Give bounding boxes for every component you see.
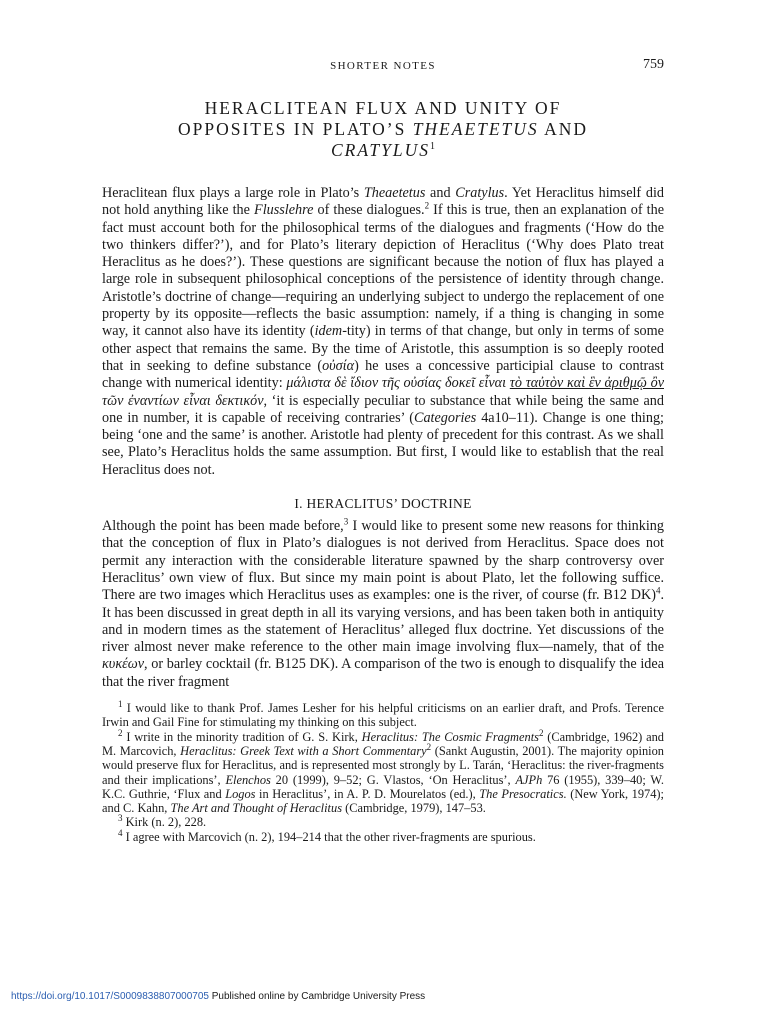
running-head [102, 56, 664, 76]
footnote-text: I agree with Marcovich (n. 2), 194–214 that the other river-fragments are spurious. [122, 829, 536, 844]
text-run: ) he uses a concessive participial clause to contrast change with numerical identity: [102, 357, 664, 392]
footer [11, 991, 425, 1002]
footnote-3 [102, 815, 664, 829]
footnotes [102, 698, 665, 844]
footnote-text: 76 (1955), 339–40; W. K.C. Guthrie, ‘Flux and [102, 772, 665, 801]
paragraph-2 [102, 518, 664, 691]
italic-run: Flusslehre [254, 202, 314, 219]
italic-run: The Art and Thought of Heraclitus [170, 801, 343, 816]
page [102, 56, 664, 844]
paragraph-1 [102, 185, 664, 479]
footnote-text: (Sankt Augustin, 2001). The majority opinion would preserve flux for Heraclitus, and is represented most strongly by L. Tarán, ‘Heraclitus: the river-fragments and their implications’, [102, 743, 664, 787]
footnote-text: in Heraclitus’, in A. P. D. Mourelatos (ed.), [255, 786, 480, 801]
footnote-number: 3 [118, 813, 123, 824]
italic-run: idem [314, 323, 343, 340]
footnote-text: I write in the minority tradition of G. S. Kirk, [122, 729, 362, 744]
doi-link[interactable]: https://doi.org/10.1017/S0009838807000705 [11, 991, 209, 1002]
text-run: 4a10–11). Change is one thing; being ‘one and the same’ is another. Aristotle had plenty of precedent for this contrast. As we shall see, Plato’s Heraclitus holds the same assumption. But first, I would like to establish that the real Heraclitus does not. [102, 409, 664, 478]
edition-superscript: 2 [538, 727, 544, 738]
italic-run: Theaetetus [363, 185, 426, 201]
greek-quote: τῶν ἐναντίων εἶναι δεκτικόν [102, 392, 264, 409]
title-line-1: HERACLITEAN FLUX AND UNITY OF [204, 98, 562, 118]
section-heading: I. HERACLITUS’ DOCTRINE [294, 496, 472, 512]
greek-quote-underlined: τὸ ταὐτὸν καὶ ἓν ἀριθμῷ ὂν [509, 375, 664, 392]
footnote-ref-4[interactable]: 4 [655, 585, 661, 596]
footnote-1 [102, 698, 664, 730]
title-theaetetus: THEAETETUS [412, 119, 539, 139]
footnote-2 [102, 727, 665, 816]
text-run: and [425, 185, 456, 201]
text-run: If this is true, then an explanation of the fact must account both for the philosophical terms of the dialogues and fragments (‘How do the two thinkers differ?’), and for Plato’s literary depiction of Heraclitus (‘Why does Plato treat Heraclitus as he does?’). These questions are significant because the notion of flux has played a large role in subsequent philosophical conceptions of the persistence of identity through change. Aristotle’s doctrine of change—requiring an underlying subject to undergo the replacement of one property by its opposite—reflects the basic assumption: namely, if a thing is changing in some way, it cannot also have its identity ( [102, 202, 665, 340]
italic-run: Heraclitus: The Cosmic Fragments [361, 729, 539, 744]
italic-run: Categories [413, 409, 477, 426]
page-number: 759 [643, 57, 664, 72]
greek-run: οὐσία [322, 357, 355, 374]
greek-run: κυκέων [102, 656, 145, 673]
text-run: -tity) in terms of that change, but only in terms of some other aspect that remains the same. By the time of Aristotle, this assumption is so deeply rooted that in seeking to define substance ( [102, 323, 664, 374]
running-head-title: SHORTER NOTES [330, 60, 436, 72]
footnote-text: I would like to thank Prof. James Lesher for his helpful criticisms on an earlier draft, and Profs. Terence Irwin and Gail Fine for stimulating my thinking on this subject. [102, 701, 664, 730]
footnote-number: 1 [118, 698, 123, 709]
edition-superscript: 2 [426, 741, 432, 752]
title-line-2-end: AND [538, 119, 588, 139]
text-run: Although the point has been made before, [102, 518, 344, 535]
italic-run: AJPh [515, 772, 543, 787]
footnote-4 [102, 827, 664, 844]
footnote-number: 4 [118, 827, 123, 838]
text-run: . It has been discussed in great depth in all its varying versions, and has been taken both in antiquity and in modern times as the statement of Heraclitus’ alleged flux doctrine. Yet discussions of the river almost never make reference to the other main image involving flux—namely, that of the [102, 587, 664, 656]
text-run: , or barley cocktail (fr. B125 DK). A comparison of the two is enough to disqualify the idea that the river fragment [102, 656, 664, 690]
greek-quote: μάλιστα δὲ ἴδιον τῆς οὐσίας δοκεῖ εἶναι [286, 375, 510, 392]
footnote-text: Kirk (n. 2), 228. [122, 815, 207, 830]
italic-run: The Presocratics. [479, 786, 567, 801]
text-run: . Yet Heraclitus himself did not hold anything like the [102, 185, 664, 219]
title-footnote-ref[interactable]: 1 [430, 141, 435, 153]
article-title [102, 98, 664, 161]
footnote-text: (Cambridge, 1962) and M. Marcovich, [102, 729, 664, 758]
title-line-2-start: OPPOSITES IN PLATO’S [177, 119, 413, 139]
title-cratylus: CRATYLUS [331, 140, 430, 160]
footnote-number: 2 [118, 727, 123, 738]
text-run: , ‘it is especially peculiar to substance that while being the same and one in number, it is capable of receiving contraries’ ( [102, 392, 664, 426]
footnote-ref-2[interactable]: 2 [424, 200, 430, 211]
italic-run: Heraclitus: Greek Text with a Short Commentary [180, 743, 427, 758]
published-online-text: Published online by Cambridge University Press [208, 991, 426, 1002]
footnote-text: (Cambridge, 1979), 147–53. [342, 801, 486, 816]
footnote-text: (New York, 1974); and C. Kahn, [102, 786, 664, 816]
italic-run: Logos [225, 786, 256, 801]
footnote-text: 20 (1999), 9–52; G. Vlastos, ‘On Heraclitus’, [270, 772, 516, 787]
text-run: Heraclitean flux plays a large role in Plato’s [102, 185, 364, 201]
italic-run: Elenchos [225, 772, 271, 787]
italic-run: Cratylus [455, 185, 505, 201]
text-run: of these dialogues. [313, 202, 425, 219]
footnote-ref-3[interactable]: 3 [343, 516, 349, 527]
text-run: I would like to present some new reasons for thinking that the conception of flux in Plato’s dialogues is not derived from Heraclitus. Space does not permit any interaction with the considerable literature spawned by the sharp controversy over Heraclitus’ own view of flux. But since my main point is about Plato, let the following suffice. There are two images which Heraclitus uses as examples: one is the river, of course (fr. B12 DK) [102, 518, 664, 604]
